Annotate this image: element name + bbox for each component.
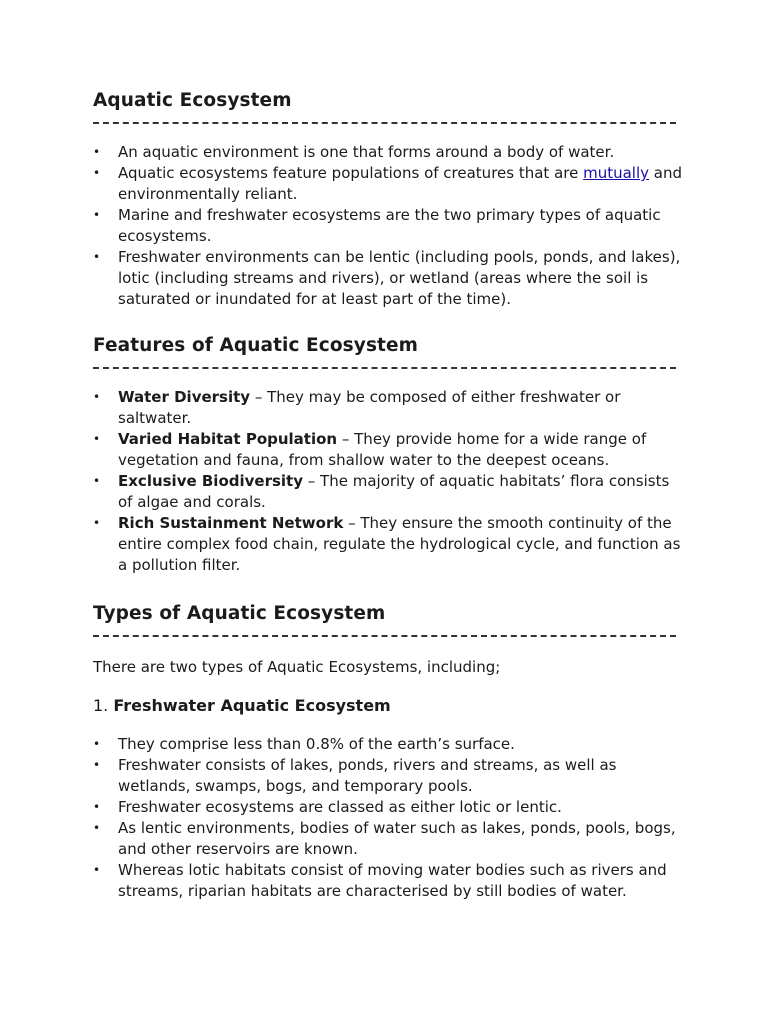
bullet-icon: • [93,208,101,222]
list-item [93,205,683,247]
feature-description: – The majority of aquatic habitats’ flora consists of algae and corals. [118,472,670,511]
subsection-title: Freshwater Aquatic Ecosystem [113,696,391,715]
feature-term: Varied Habitat Population [118,430,338,448]
feature-description: – They ensure the smooth continuity of the entire complex food chain, regulate the hydrological cycle, and function as a pollution filter. [118,514,681,574]
list-item [93,818,683,860]
bullet-icon: • [93,863,101,877]
section-divider [93,367,676,369]
subsection-heading [93,694,683,718]
list-item [93,734,683,755]
feature-description: – They provide home for a wide range of vegetation and fauna, from shallow water to the deepest oceans. [118,430,647,469]
list-item-text: and environmentally reliant. [118,164,683,203]
list-item [93,797,683,818]
freshwater-list [93,734,683,902]
list-item-text: An aquatic environment is one that forms around a body of water. [118,143,615,161]
features-list [93,387,683,576]
bullet-icon: • [93,800,101,814]
section-title-features: Features of Aquatic Ecosystem [93,335,419,356]
document-page [93,88,683,902]
feature-term: Exclusive Biodiversity [118,472,304,490]
list-item-text: Marine and freshwater ecosystems are the two primary types of aquatic ecosystems. [118,206,661,245]
section-title-types: Types of Aquatic Ecosystem [93,603,386,624]
bullet-icon: • [93,145,101,159]
bullet-icon: • [93,250,101,264]
bullet-icon: • [93,432,101,446]
list-item [93,387,683,429]
feature-term: Water Diversity [118,388,251,406]
bullet-icon: • [93,474,101,488]
list-item [93,513,683,576]
bullet-icon: • [93,758,101,772]
section-divider [93,635,676,637]
section-divider [93,122,676,124]
list-item [93,142,683,163]
subsection-number: 1. [93,696,109,715]
list-item [93,471,683,513]
list-item-text: As lentic environments, bodies of water such as lakes, ponds, pools, bogs, and other reservoirs are known. [118,819,676,858]
mutually-link[interactable]: mutually [583,164,650,182]
section-title-aquatic-ecosystem: Aquatic Ecosystem [93,90,292,111]
list-item-text: Whereas lotic habitats consist of moving water bodies such as rivers and streams, riparian habitats are characterised by still bodies of water. [118,861,667,900]
list-item-text: Freshwater consists of lakes, ponds, rivers and streams, as well as wetlands, swamps, bogs, and temporary pools. [118,756,617,795]
feature-term: Rich Sustainment Network [118,514,344,532]
list-item-text: Freshwater ecosystems are classed as either lotic or lentic. [118,798,562,816]
bullet-icon: • [93,390,101,404]
list-item [93,163,683,205]
list-item [93,429,683,471]
list-item-text: They comprise less than 0.8% of the earth’s surface. [118,735,515,753]
aquatic-ecosystem-list [93,142,683,310]
bullet-icon: • [93,737,101,751]
feature-description: – They may be composed of either freshwater or saltwater. [118,388,621,427]
bullet-icon: • [93,516,101,530]
list-item [93,247,683,310]
bullet-icon: • [93,166,101,180]
list-item-text: Freshwater environments can be lentic (including pools, ponds, and lakes), lotic (including streams and rivers), or wetland (areas where the soil is saturated or inundated for at least part of the time). [118,248,681,308]
list-item [93,860,683,902]
list-item-text: Aquatic ecosystems feature populations of creatures that are [118,164,584,182]
list-item [93,755,683,797]
types-intro: There are two types of Aquatic Ecosystems, including; [93,658,501,676]
bullet-icon: • [93,821,101,835]
